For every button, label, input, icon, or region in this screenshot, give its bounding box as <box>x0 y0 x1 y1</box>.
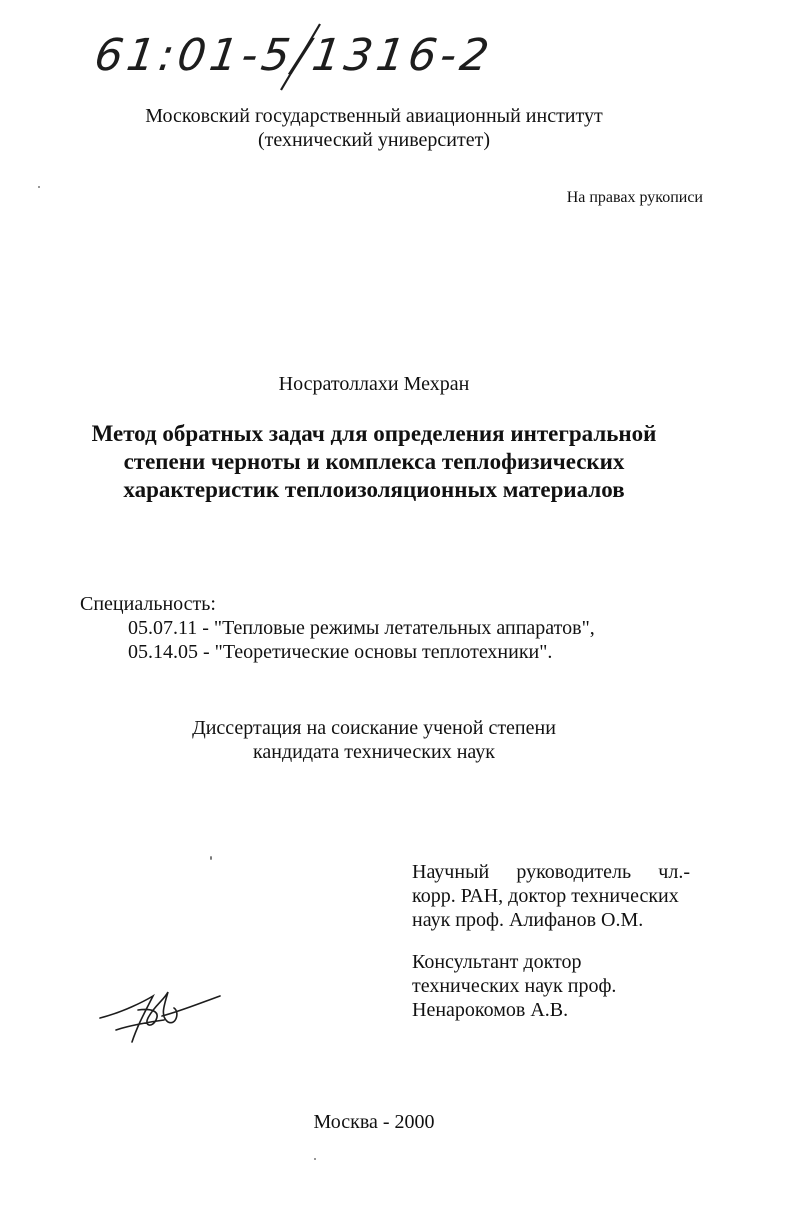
supervisor-line-1: Научный руководитель чл.- <box>412 861 690 883</box>
specialty-item: 05.07.11 - "Тепловые режимы летательных аппаратов", <box>128 617 595 639</box>
title-line-1: Метод обратных задач для определения интегральной <box>91 421 657 446</box>
rights-note: На правах рукописи <box>566 189 703 206</box>
specialty-label: Специальность: <box>80 593 216 615</box>
supervisor-line-3: наук проф. Алифанов О.М. <box>412 909 644 931</box>
title-line-3: характеристик теплоизоляционных материалов <box>123 477 625 502</box>
consultant-line-1: Консультант доктор <box>412 951 582 973</box>
signature-icon <box>98 982 228 1052</box>
scan-speck <box>314 1158 316 1160</box>
consultant-line-2: технических наук проф. <box>412 975 617 997</box>
handwritten-slash-icon <box>95 22 515 92</box>
degree-line-2: кандидата технических наук <box>252 741 496 763</box>
dissertation-title <box>0 420 748 504</box>
author-name: Носратоллахи Мехран <box>278 373 470 395</box>
institute-name: Московский государственный авиационный институт <box>145 105 603 127</box>
supervisor-block <box>412 860 690 932</box>
institute-header <box>0 104 748 152</box>
institute-subtitle: (технический университет) <box>257 129 491 151</box>
city-year: Москва - 2000 <box>313 1111 435 1133</box>
scan-speck <box>38 186 40 188</box>
supervisor-line-2: корр. РАН, доктор технических <box>412 885 679 907</box>
title-line-2: степени черноты и комплекса теплофизических <box>123 449 625 474</box>
consultant-line-3: Ненарокомов А.В. <box>412 999 569 1021</box>
handwritten-number-text: 61:01-5/1316-2 <box>91 30 496 81</box>
degree-statement <box>0 716 748 764</box>
consultant-block <box>412 950 616 1022</box>
scan-speck <box>210 856 212 860</box>
handwritten-archive-number <box>91 22 515 92</box>
specialty-item: 05.14.05 - "Теоретические основы теплотехники". <box>128 641 553 663</box>
degree-line-1: Диссертация на соискание ученой степени <box>192 717 556 739</box>
